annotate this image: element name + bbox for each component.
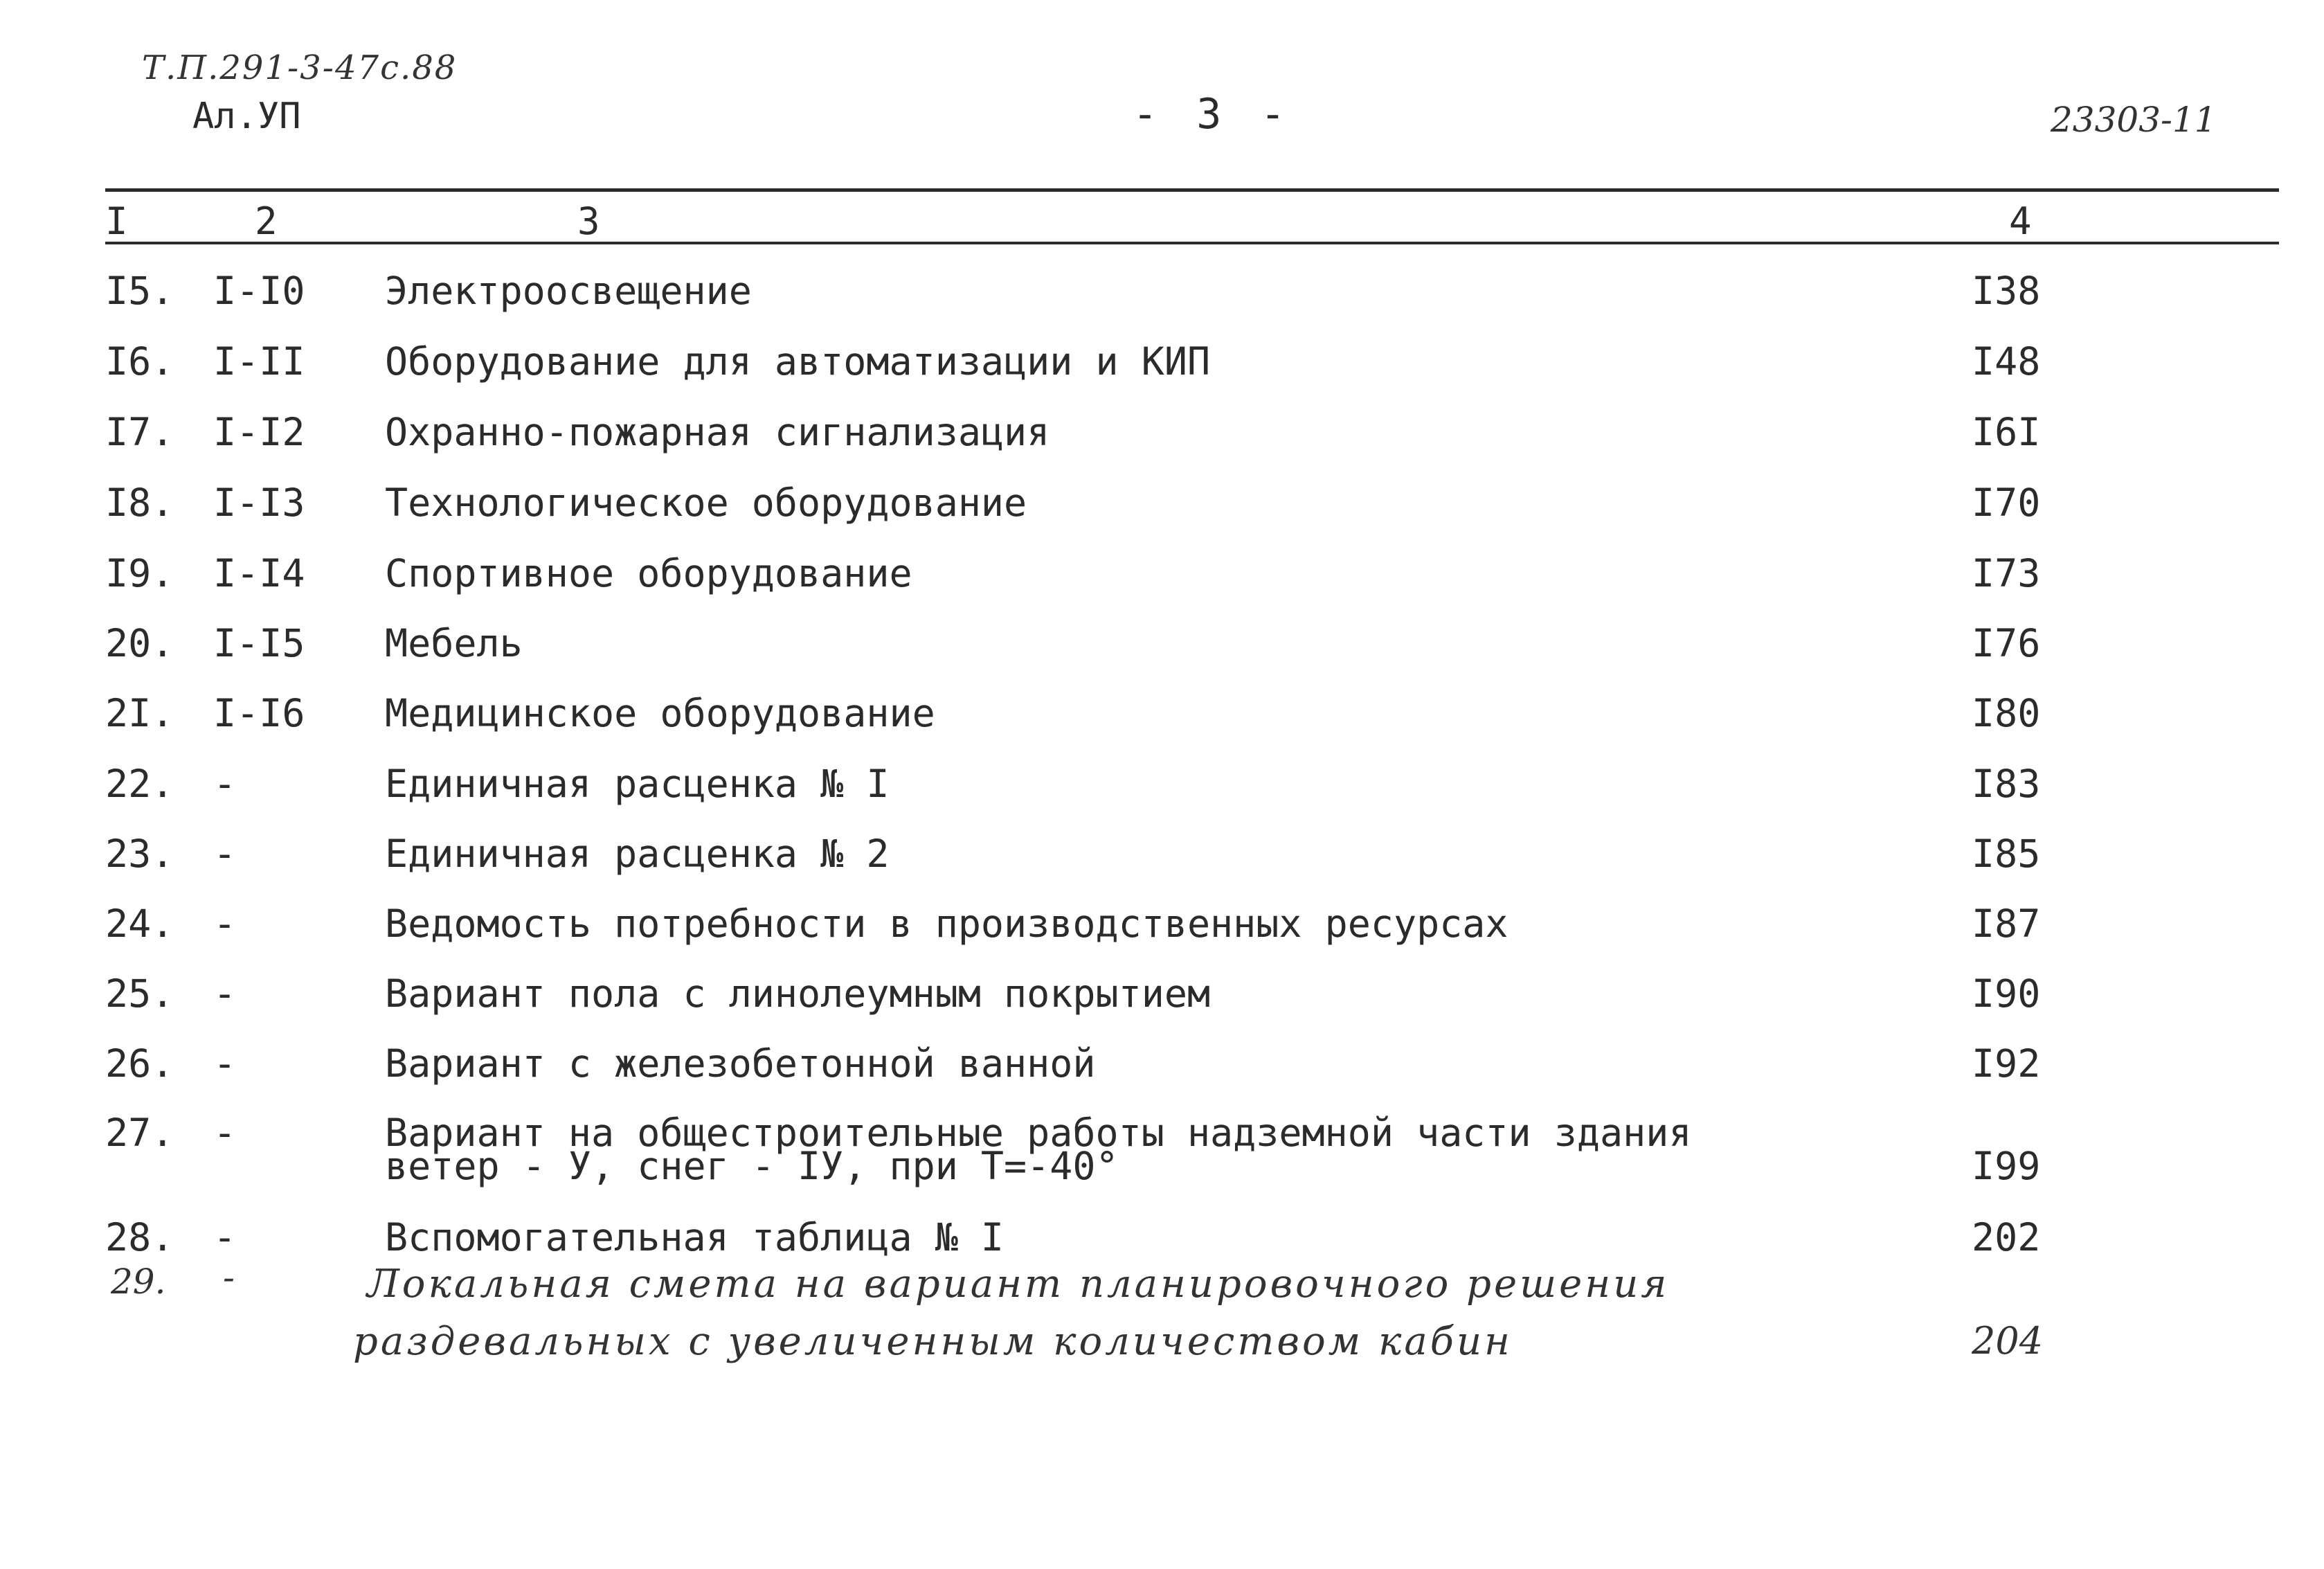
row-page: I73	[1972, 551, 2041, 595]
row-page: 202	[1972, 1215, 2041, 1259]
row-code: -	[213, 1215, 237, 1259]
row-title: Медицинское оборудование	[385, 691, 935, 735]
row-number: 26.	[105, 1041, 174, 1086]
row-number: 28.	[105, 1215, 174, 1259]
row-number: 23.	[105, 832, 174, 876]
column-header-2: 2	[255, 199, 278, 243]
row-title: Спортивное оборудование	[385, 551, 912, 595]
row-page: I83	[1972, 762, 2041, 806]
row-code: I-I2	[213, 410, 305, 454]
row-title: Вариант с железобетонной ванной	[385, 1041, 1096, 1086]
row-page: I70	[1972, 481, 2041, 525]
project-code: Т.П.291-3-47с.88	[142, 48, 458, 87]
row-code: -	[213, 1041, 237, 1086]
table-top-rule	[105, 188, 2279, 192]
table-row	[0, 971, 2324, 1034]
row-page: I48	[1972, 339, 2041, 384]
row-title: Технологическое оборудование	[385, 481, 1027, 525]
page-marker: - 3 -	[1133, 90, 1292, 138]
table-row	[0, 832, 2324, 894]
row-page: I38	[1972, 269, 2041, 313]
row-page: I87	[1972, 902, 2041, 946]
row-code: I-I4	[213, 551, 305, 595]
row-page: I85	[1972, 832, 2041, 876]
row-code: I-I5	[213, 621, 305, 665]
table-row	[0, 410, 2324, 472]
table-row	[0, 339, 2324, 402]
table-row	[0, 621, 2324, 683]
table-row	[0, 551, 2324, 613]
table-row	[0, 762, 2324, 824]
row-page: I90	[1972, 971, 2041, 1016]
column-header-3: 3	[577, 199, 600, 243]
row-title: Электроосвещение	[385, 269, 752, 313]
row-number: I6.	[105, 339, 174, 384]
row-title: Единичная расценка № I	[385, 762, 890, 806]
table-row	[0, 902, 2324, 964]
row-title: Охранно-пожарная сигнализация	[385, 410, 1050, 454]
row-title: Оборудование для автоматизации и КИП	[385, 339, 1211, 384]
row-number: 2I.	[105, 691, 174, 735]
row-number: 24.	[105, 902, 174, 946]
row-page: I76	[1972, 621, 2041, 665]
handwritten-row-number: 29.	[111, 1262, 166, 1302]
row-number: 25.	[105, 971, 174, 1016]
handwritten-row-title-line2: раздевальных с увеличенным количеством кабин	[353, 1319, 1513, 1364]
row-code: -	[213, 832, 237, 876]
handwritten-row-code: -	[223, 1257, 235, 1298]
row-number: I5.	[105, 269, 174, 313]
row-page: I92	[1972, 1041, 2041, 1086]
row-title: Вариант на общестроительные работы надземной части здания	[385, 1111, 1692, 1155]
row-code: -	[213, 1111, 237, 1155]
row-code: I-I3	[213, 481, 305, 525]
row-title: Мебель	[385, 621, 523, 665]
row-code: -	[213, 971, 237, 1016]
table-row	[0, 1041, 2324, 1104]
row-number: 22.	[105, 762, 174, 806]
table-row	[0, 691, 2324, 753]
row-code: I-I0	[213, 269, 305, 313]
row-number: 27.	[105, 1111, 174, 1155]
doc-code: 23303-11	[2051, 100, 2217, 140]
album-label: Ал.УП	[192, 96, 301, 137]
table-row	[0, 1111, 2324, 1221]
table-row	[0, 481, 2324, 543]
row-code: I-II	[213, 339, 305, 384]
column-header-1: I	[105, 199, 128, 243]
row-code: I-I6	[213, 691, 305, 735]
row-page: I99	[1972, 1144, 2041, 1188]
row-number: I8.	[105, 481, 174, 525]
row-title: Ведомость потребности в производственных ресурсах	[385, 902, 1508, 946]
row-title-continuation: ветер - У, снег - IУ, при Т=-40°	[385, 1144, 1119, 1188]
row-number: 20.	[105, 621, 174, 665]
handwritten-row-title-line1: Локальная смета на вариант планировочного решения	[367, 1262, 1670, 1307]
row-title: Единичная расценка № 2	[385, 832, 890, 876]
row-page: I6I	[1972, 410, 2041, 454]
row-number: I7.	[105, 410, 174, 454]
table-row	[0, 269, 2324, 331]
row-code: -	[213, 762, 237, 806]
row-title: Вариант пола с линолеумным покрытием	[385, 971, 1211, 1016]
column-header-4: 4	[2009, 199, 2032, 243]
row-code: -	[213, 902, 237, 946]
table-header-rule	[105, 242, 2279, 244]
handwritten-row-page: 204	[1972, 1319, 2044, 1363]
row-title: Вспомогательная таблица № I	[385, 1215, 1005, 1259]
row-number: I9.	[105, 551, 174, 595]
row-page: I80	[1972, 691, 2041, 735]
